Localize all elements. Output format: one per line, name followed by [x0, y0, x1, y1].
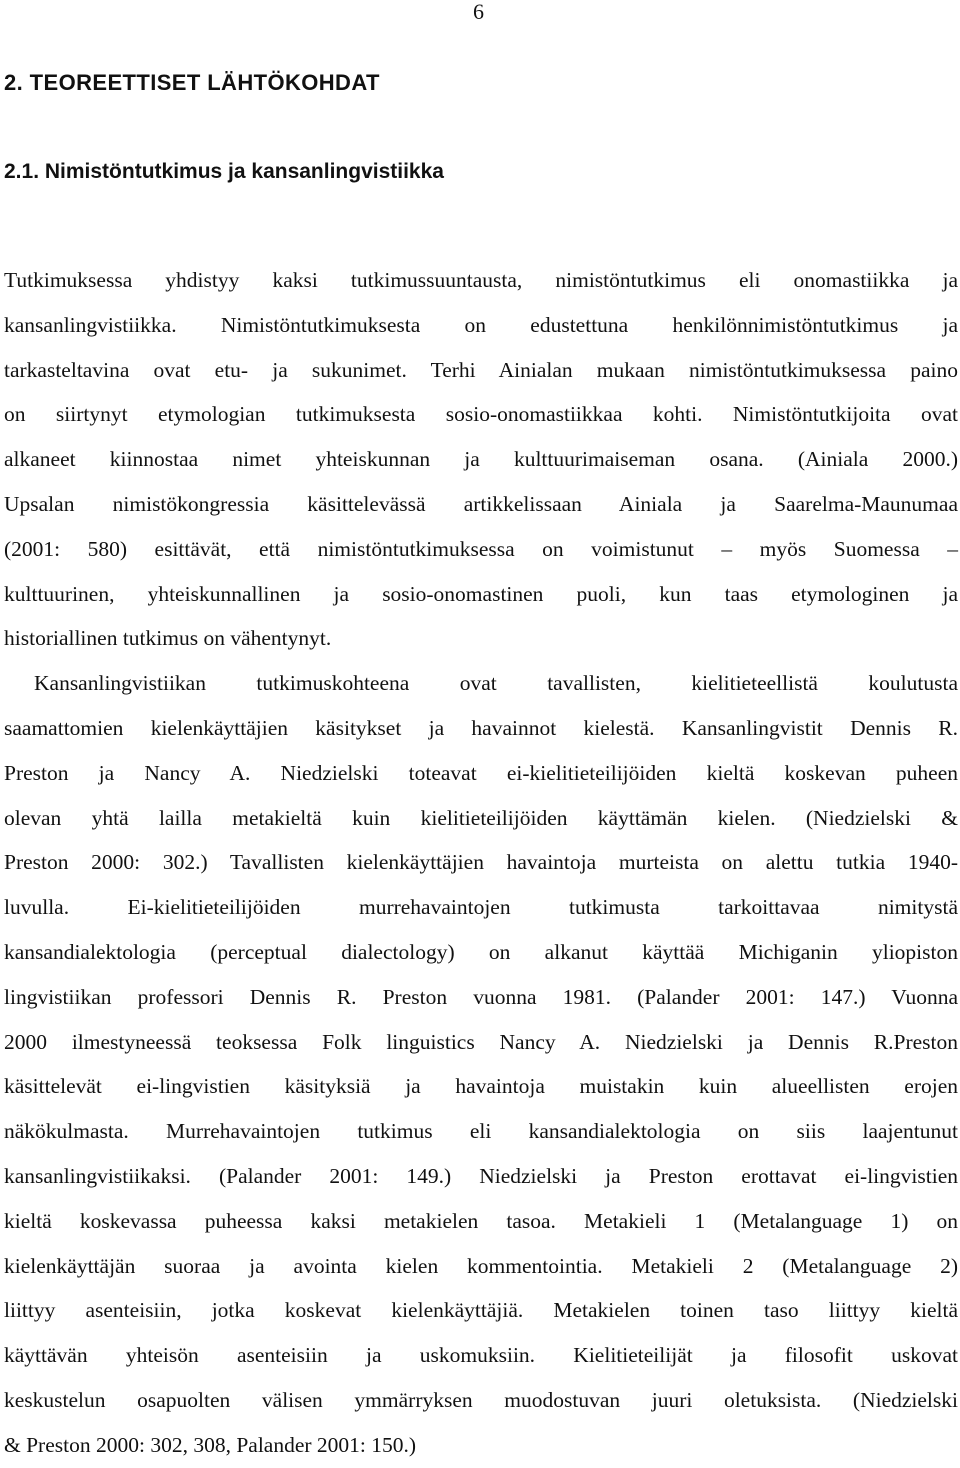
text-line: kansanlingvistiikka. Nimistöntutkimuksesta on edustettuna henkilönnimistöntutkimus ja	[4, 312, 958, 337]
text-line: historiallinen tutkimus on vähentynyt.	[4, 626, 332, 651]
page-number: 6	[473, 0, 484, 24]
text-line: Preston 2000: 302.) Tavallisten kielenkäyttäjien havaintoja murteista on alettu tutkia 1940-	[4, 850, 958, 875]
text-line: kieltä koskevassa puheessa kaksi metakielen tasoa. Metakieli 1 (Metalanguage 1) on	[4, 1208, 958, 1233]
text-line: on siirtynyt etymologian tutkimuksesta sosio-onomastiikkaa kohti. Nimistöntutkijoita ovat	[4, 402, 958, 427]
subsection-heading: 2.1. Nimistöntutkimus ja kansanlingvistiikka	[4, 160, 444, 183]
text-line: kulttuurinen, yhteiskunnallinen ja sosio-onomastinen puoli, kun taas etymologinen ja	[4, 581, 958, 606]
text-line: kansandialektologia (perceptual dialectology) on alkanut käyttää Michiganin yliopiston	[4, 939, 958, 964]
text-line: olevan yhtä lailla metakieltä kuin kielitieteilijöiden käyttämän kielen. (Niedzielski &	[4, 805, 958, 830]
text-line: tarkasteltavina ovat etu- ja sukunimet. Terhi Ainialan mukaan nimistöntutkimuksessa paino	[4, 357, 958, 382]
body-text	[4, 258, 958, 1468]
text-line: Tutkimuksessa yhdistyy kaksi tutkimussuuntausta, nimistöntutkimus eli onomastiikka ja	[4, 268, 958, 292]
text-line: Upsalan nimistökongressia käsittelevässä artikkelissaan Ainiala ja Saarelma-Maunumaa	[4, 491, 958, 516]
text-line: & Preston 2000: 302, 308, Palander 2001: 150.)	[4, 1432, 417, 1457]
text-line: kansanlingvistiikaksi. (Palander 2001: 149.) Niedzielski ja Preston erottavat ei-lingvistien	[4, 1163, 958, 1188]
text-line: Kansanlingvistiikan tutkimuskohteena ovat tavallisten, kielitieteellistä koulutusta	[34, 671, 958, 696]
text-line: käsittelevät ei-lingvistien käsityksiä ja havaintoja muistakin kuin alueellisten erojen	[4, 1074, 958, 1099]
text-line: lingvistiikan professori Dennis R. Preston vuonna 1981. (Palander 2001: 147.) Vuonna	[4, 984, 958, 1009]
text-line: keskustelun osapuolten välisen ymmärryksen muodostuvan juuri oletuksista. (Niedzielski	[4, 1387, 958, 1412]
text-line: näkökulmasta. Murrehavaintojen tutkimus eli kansandialektologia on siis laajentunut	[4, 1119, 958, 1144]
text-line: (2001: 580) esittävät, että nimistöntutkimuksessa on voimistunut – myös Suomessa –	[4, 536, 958, 561]
text-line: saamattomien kielenkäyttäjien käsitykset ja havainnot kielestä. Kansanlingvistit Dennis R.	[4, 715, 958, 740]
text-line: alkaneet kiinnostaa nimet yhteiskunnan ja kulttuurimaiseman osana. (Ainiala 2000.)	[4, 447, 958, 472]
text-line: kielenkäyttäjän suoraa ja avointa kielen kommentointia. Metakieli 2 (Metalanguage 2)	[4, 1253, 958, 1278]
text-line: Preston ja Nancy A. Niedzielski toteavat ei-kielitieteilijöiden kieltä koskevan puheen	[4, 760, 958, 785]
section-heading: 2. TEOREETTISET LÄHTÖKOHDAT	[4, 70, 380, 95]
text-line: luvulla. Ei-kielitieteilijöiden murrehavaintojen tutkimusta tarkoittavaa nimitystä	[4, 895, 958, 920]
text-line: liittyy asenteisiin, jotka koskevat kielenkäyttäjiä. Metakielen toinen taso liittyy kieltä	[4, 1298, 958, 1323]
text-line: käyttävän yhteisön asenteisiin ja uskomuksiin. Kielitieteilijät ja filosofit uskovat	[4, 1343, 958, 1368]
text-line: 2000 ilmestyneessä teoksessa Folk linguistics Nancy A. Niedzielski ja Dennis R.Preston	[4, 1029, 958, 1054]
